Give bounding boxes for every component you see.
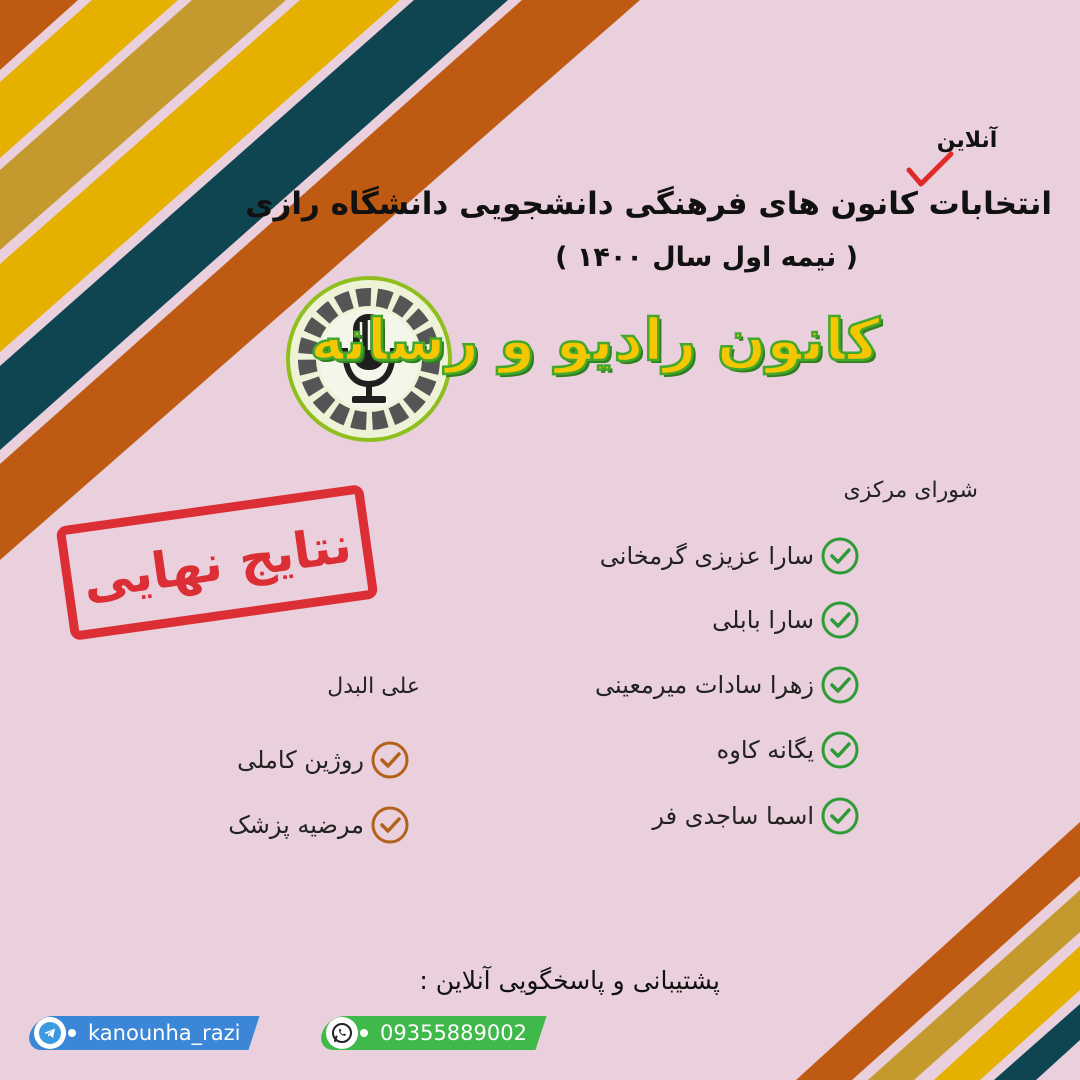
page-title: انتخابات کانون های فرهنگی دانشجویی دانشگاه رازی: [245, 186, 1052, 222]
list-item: [228, 805, 410, 845]
red-checkmark-icon: [905, 150, 955, 190]
whatsapp-link[interactable]: [322, 1014, 541, 1052]
list-item: [237, 740, 410, 780]
list-item: [600, 536, 860, 576]
alternates-heading: علی البدل: [327, 674, 420, 699]
alternate-member-name: روژین کاملی: [237, 746, 364, 774]
council-member-name: سارا بابلی: [712, 606, 814, 634]
green-check-icon: [820, 665, 860, 705]
list-item: [652, 796, 860, 836]
council-member-name: یگانه کاوه: [716, 736, 814, 764]
bullet-dot: [360, 1029, 368, 1037]
orange-check-icon: [370, 805, 410, 845]
telegram-handle: kanounha_razi: [88, 1021, 241, 1045]
list-item: [717, 730, 860, 770]
whatsapp-phone: 09355889002: [380, 1021, 527, 1045]
orange-check-icon: [370, 740, 410, 780]
stamp-text: نتایج نهایی: [79, 514, 355, 611]
council-member-name: سارا عزیزی گرمخانی: [599, 542, 814, 570]
telegram-icon: [34, 1017, 66, 1049]
green-check-icon: [820, 796, 860, 836]
alternate-member-name: مرضیه پزشک: [228, 811, 364, 839]
online-tag: آنلاین: [936, 128, 998, 153]
support-label: پشتیبانی و پاسخگویی آنلاین :: [419, 966, 720, 995]
list-item: [595, 665, 860, 705]
green-check-icon: [820, 600, 860, 640]
club-name: کانون رادیو و رسانه: [309, 306, 880, 374]
council-heading: شورای مرکزی: [843, 478, 978, 503]
page-subtitle: ( نیمه اول سال ۱۴۰۰ ): [555, 242, 858, 273]
green-check-icon: [820, 730, 860, 770]
bullet-dot: [68, 1029, 76, 1037]
bottom-right-stripes: [796, 822, 1080, 1080]
council-member-name: اسما ساجدی فر: [652, 802, 814, 830]
list-item: [712, 600, 860, 640]
whatsapp-icon: [326, 1017, 358, 1049]
telegram-link[interactable]: [30, 1014, 254, 1052]
green-check-icon: [820, 536, 860, 576]
council-member-name: زهرا سادات میرمعینی: [594, 671, 814, 699]
